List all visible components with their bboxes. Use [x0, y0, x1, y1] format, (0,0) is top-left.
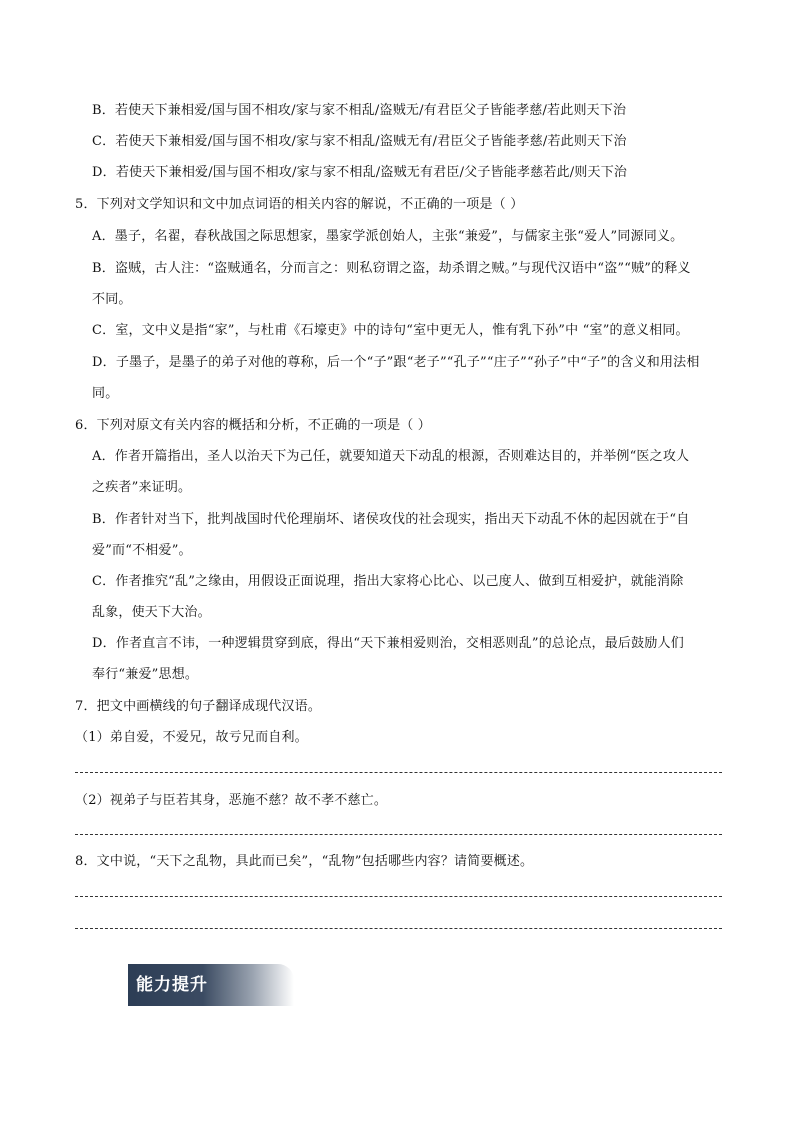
question-5-stem: 5．下列对文学知识和文中加点词语的相关内容的解说，不正确的一项是（ ） — [75, 197, 524, 212]
q6-option-a-cont: 之疾者”来证明。 — [92, 480, 192, 495]
question-7-stem: 7．把文中画横线的句子翻译成现代汉语。 — [75, 699, 322, 714]
q4-option-c: C．若使天下兼相爱/国与国不相攻/家与家不相乱/盗贼无有/君臣父子皆能孝慈/若此则天下治 — [92, 134, 627, 149]
q6-option-a: A．作者开篇指出，圣人以治天下为己任，就要知道天下动乱的根源，否则难达目的，并举例“医之攻人 — [92, 449, 690, 464]
q5-option-d-cont: 同。 — [92, 386, 119, 401]
q6-option-d: D．作者直言不讳，一种逻辑贯穿到底，得出“天下兼相爱则治，交相恶则乱”的总论点，最后鼓励人们 — [92, 636, 684, 651]
q6-option-d-cont: 奉行“兼爱”思想。 — [92, 667, 199, 682]
q8-answer-line-2[interactable] — [75, 928, 722, 929]
q6-option-b: B．作者针对当下，批判战国时代伦理崩坏、诸侯攻伐的社会现实，指出天下动乱不休的起因就在于“自 — [92, 512, 690, 527]
q4-option-b: B．若使天下兼相爱/国与国不相攻/家与家不相乱/盗贼无/有君臣父子皆能孝慈/若此则天下治 — [92, 103, 627, 118]
q8-answer-line-1[interactable] — [75, 896, 722, 897]
q7-answer-line-2[interactable] — [75, 834, 722, 835]
q5-option-d: D．子墨子，是墨子的弟子对他的尊称，后一个“子”跟“老子”“孔子”“庄子”“孙子”中“子”的含义和用法相 — [92, 355, 700, 370]
q6-option-c: C．作者推究“乱”之缘由，用假设正面说理，指出大家将心比心、以己度人、做到互相爱护，就能消除 — [92, 574, 684, 589]
q5-option-b-cont: 不同。 — [92, 292, 132, 307]
question-8-stem: 8．文中说，“天下之乱物，具此而已矣”，“乱物”包括哪些内容？请简要概述。 — [75, 854, 534, 869]
q7-sentence-2: （2）视弟子与臣若其身，恶施不慈？故不孝不慈亡。 — [75, 793, 388, 808]
q5-option-b: B．盗贼，古人注：“盗贼通名，分而言之：则私窃谓之盗，劫杀谓之贼。”与现代汉语中“盗”“贼”的释义 — [92, 261, 691, 276]
section-banner — [128, 964, 294, 1006]
q6-option-b-cont: 爱”而“不相爱”。 — [92, 543, 192, 558]
q7-sentence-1: （1）弟自爱，不爱兄，故亏兄而自利。 — [75, 730, 308, 745]
section-banner-title: 能力提升 — [136, 975, 208, 995]
q5-option-c: C．室，文中义是指“家”，与杜甫《石壕吏》中的诗句“室中更无人，惟有乳下孙”中 “室”的意义相同。 — [92, 323, 689, 338]
q5-option-a: A．墨子，名翟，春秋战国之际思想家，墨家学派创始人，主张“兼爱”，与儒家主张“爱人”同源同义。 — [92, 229, 684, 244]
q7-answer-line-1[interactable] — [75, 772, 722, 773]
question-6-stem: 6．下列对原文有关内容的概括和分析，不正确的一项是（ ） — [75, 418, 432, 433]
q6-option-c-cont: 乱象，使天下大治。 — [92, 605, 211, 620]
q4-option-d: D．若使天下兼相爱/国与国不相攻/家与家不相乱/盗贼无有君臣/父子皆能孝慈若此/则天下治 — [92, 165, 628, 180]
